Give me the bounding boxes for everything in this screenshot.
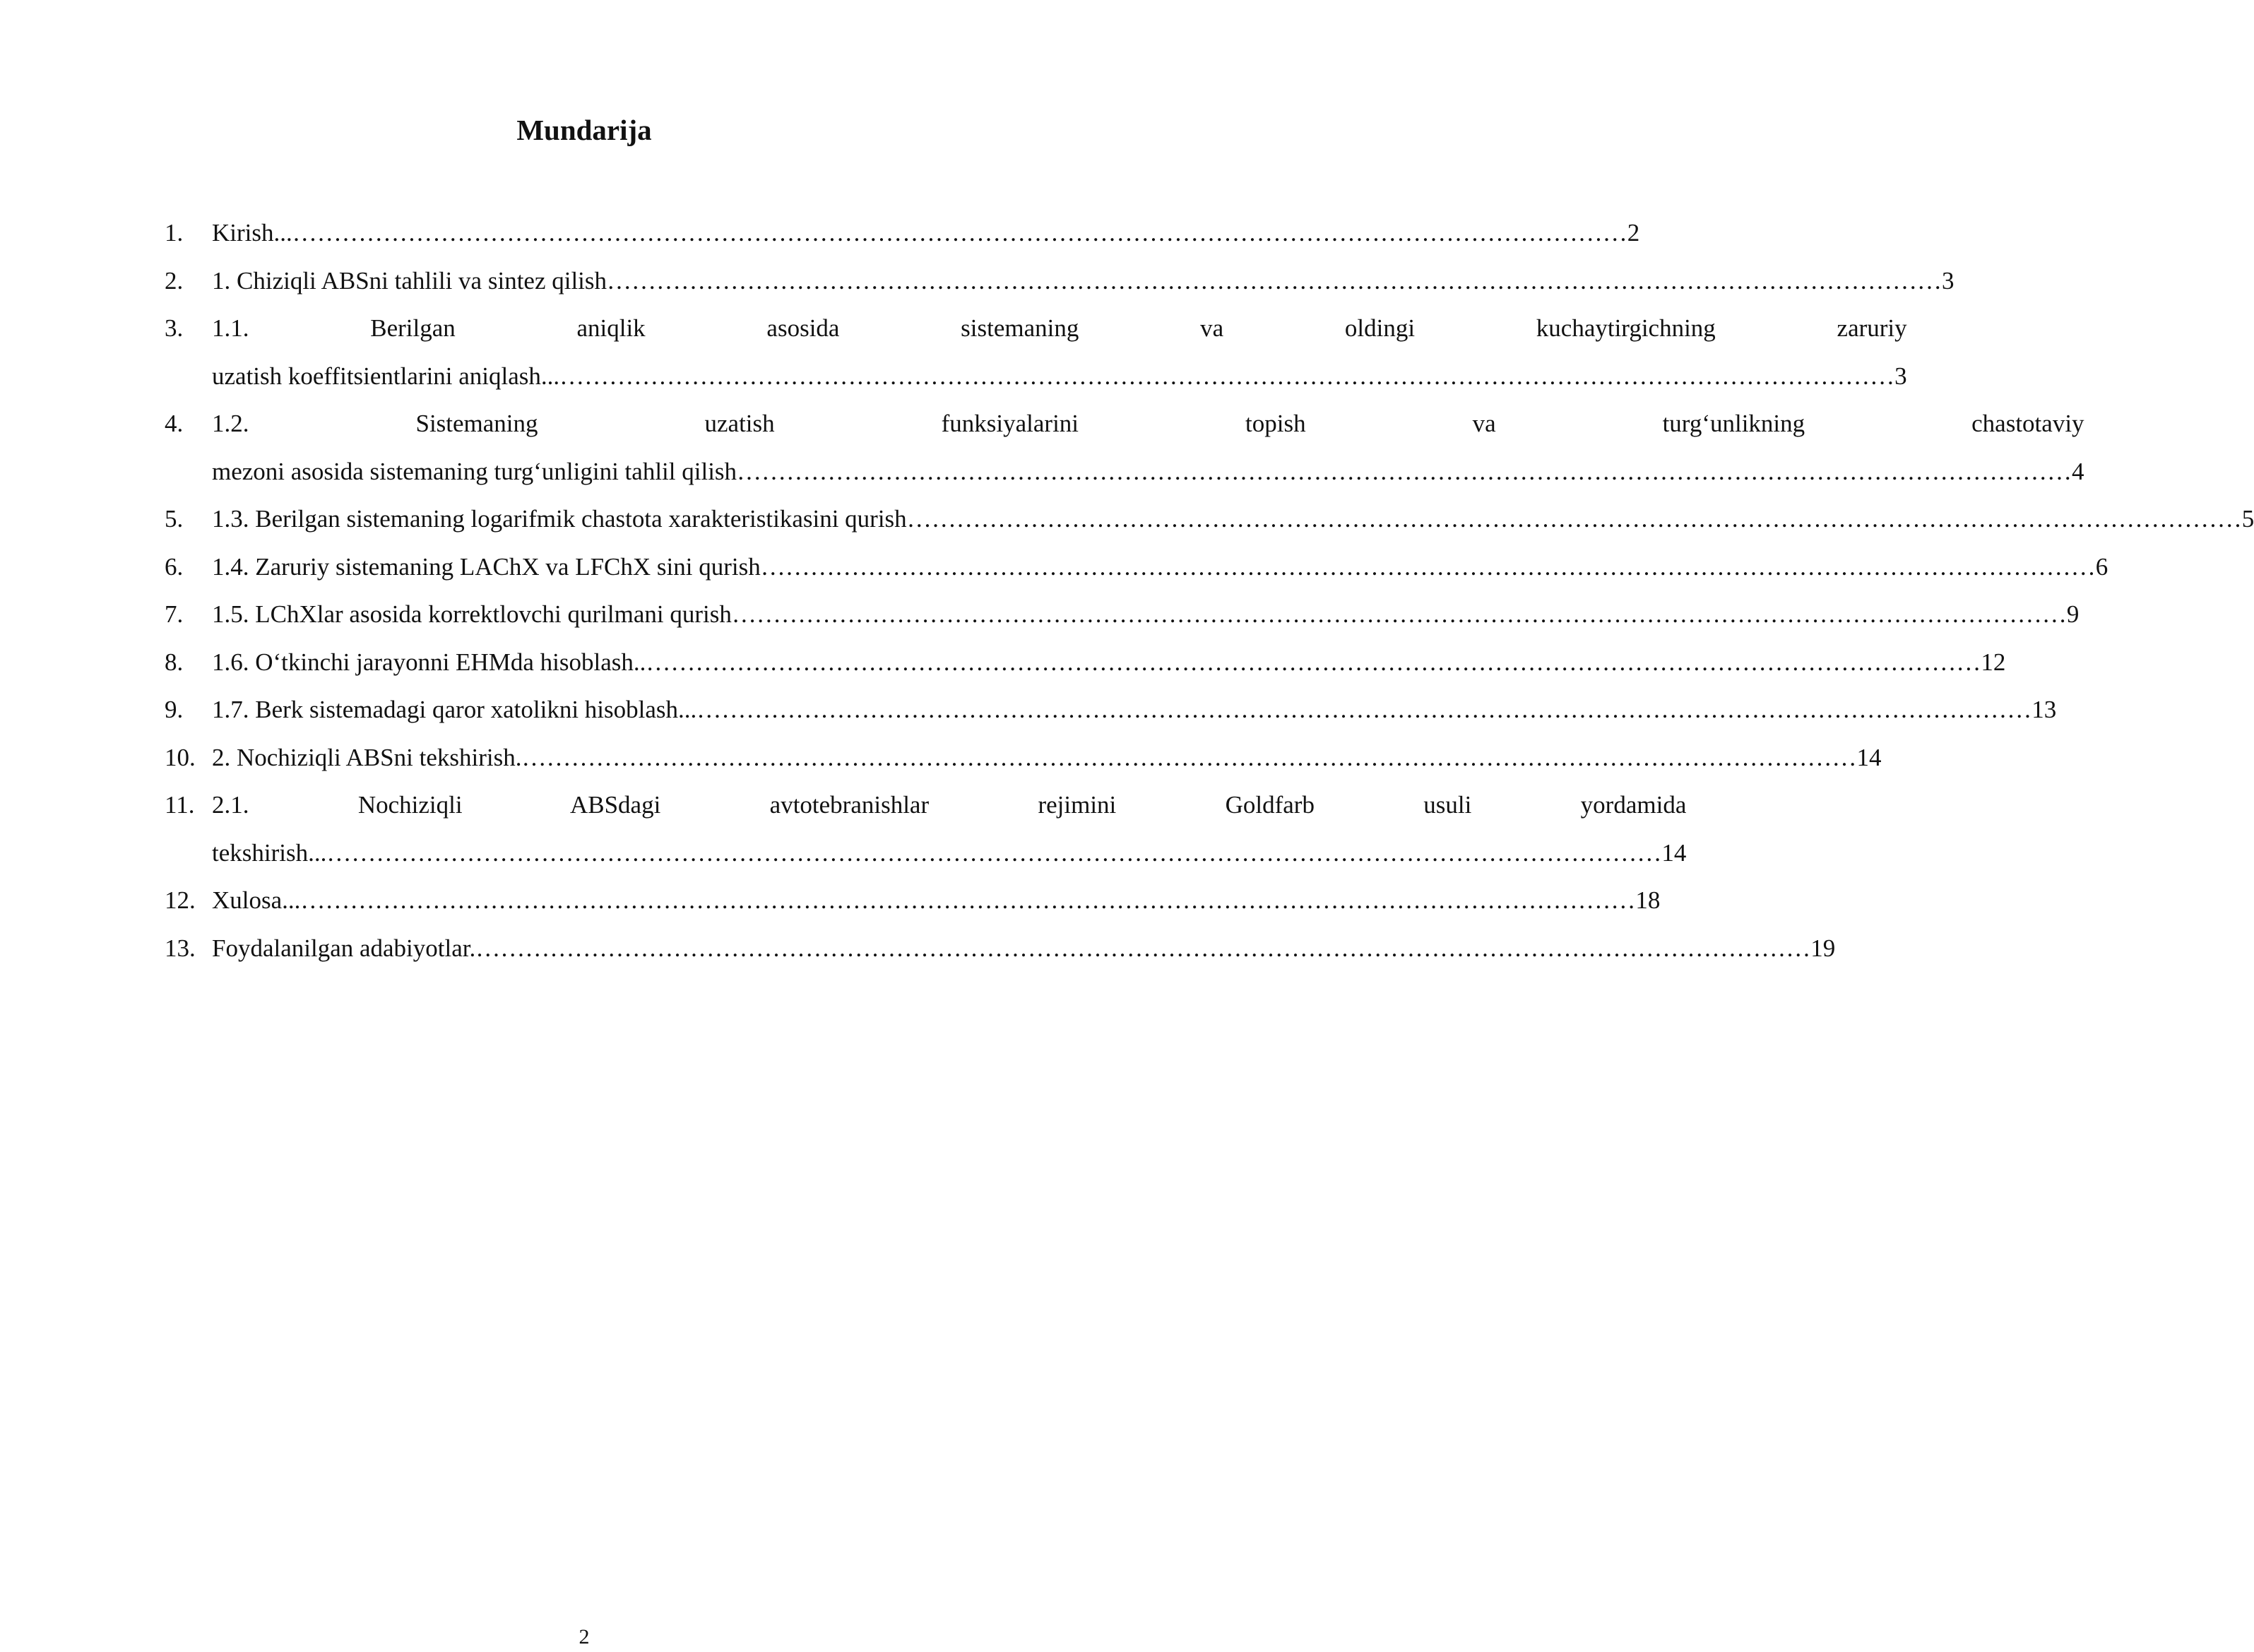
toc-entry xyxy=(165,734,1882,782)
toc-entry-page: 3 xyxy=(1894,362,1907,390)
toc-entry-page: 4 xyxy=(2072,457,2084,485)
toc-entry-label: 2. Nochiziqli ABSni tekshirish. xyxy=(212,743,522,771)
page-title: Mundarija xyxy=(516,114,652,146)
toc-entry-number: 4. xyxy=(165,410,184,437)
toc-entry xyxy=(165,781,1687,876)
toc-entry xyxy=(165,638,2006,687)
toc-entry-label: 1. Chiziqli ABSni tahlili va sintez qilish xyxy=(212,266,607,295)
toc-entry-label: Xulosa... xyxy=(212,886,301,914)
toc-leader: ……………………………………………………………………………………………………………………………………………… xyxy=(646,648,1981,676)
toc-entry-label: mezoni asosida sistemaning turg‘unligini tahlil qilish xyxy=(212,457,737,485)
toc-entry-first-line: 1.1. Berilgan aniqlik asosida sistemaning va oldingi kuchaytirgichning zaruriy xyxy=(212,314,1907,342)
toc-entry-number: 6. xyxy=(165,552,184,581)
toc-entry-number: 3. xyxy=(165,314,184,342)
toc-leader: ……………………………………………………………………………………………………………………………………………… xyxy=(300,886,1636,914)
toc-entry-number: 11. xyxy=(165,791,195,819)
toc-entry xyxy=(165,876,1661,925)
toc-entry-page: 19 xyxy=(1810,934,1836,962)
toc-entry-page: 14 xyxy=(1856,743,1882,771)
toc-entry-number: 10. xyxy=(165,743,196,771)
toc-leader: ……………………………………………………………………………………………………………………………………………… xyxy=(475,934,1811,962)
toc-entry-number: 8. xyxy=(165,648,184,676)
toc-leader: ……………………………………………………………………………………………………………………………………………… xyxy=(731,600,2067,628)
page-number: 2 xyxy=(579,1625,590,1648)
toc-entry-number: 12. xyxy=(165,886,196,914)
toc-entry-page: 9 xyxy=(2066,600,2080,628)
toc-entry-number: 7. xyxy=(165,600,184,628)
toc-leader: ……………………………………………………………………………………………………………………………………………… xyxy=(696,696,2032,723)
toc-entry xyxy=(165,400,2084,495)
toc-entry-number: 1. xyxy=(165,219,184,246)
toc-entry-page: 2 xyxy=(1627,219,1640,246)
table-of-contents xyxy=(165,209,2254,972)
toc-entry xyxy=(165,257,1955,305)
toc-entry xyxy=(165,925,1836,973)
toc-entry-label: Kirish... xyxy=(212,219,292,246)
toc-entry-page: 5 xyxy=(2241,505,2254,533)
toc-entry-page: 18 xyxy=(1635,886,1661,914)
toc-entry-label: 1.7. Berk sistemadagi qaror xatolikni hisoblash... xyxy=(212,696,697,723)
toc-entry-page: 14 xyxy=(1661,838,1687,867)
toc-entry-label: 1.5. LChXlar asosida korrektlovchi qurilmani qurish xyxy=(212,600,732,628)
toc-leader: ……………………………………………………………………………………………………………………………………………… xyxy=(760,552,2096,581)
toc-entry-label: tekshirish... xyxy=(212,838,327,867)
toc-entry-page: 3 xyxy=(1942,266,1955,295)
toc-entry-page: 13 xyxy=(2031,696,2057,723)
toc-entry-first-line: 1.2. Sistemaning uzatish funksiyalarini topish va turg‘unlikning chastotaviy xyxy=(212,410,2084,437)
toc-entry-label: Foydalanilgan adabiyotlar. xyxy=(212,934,476,962)
toc-entry-number: 9. xyxy=(165,696,184,723)
toc-entry-label: 1.6. O‘tkinchi jarayonni EHMda hisoblash.. xyxy=(212,648,646,676)
toc-entry-page: 12 xyxy=(1981,648,2006,676)
toc-leader: ……………………………………………………………………………………………………………………………………………… xyxy=(326,838,1662,867)
toc-leader: ……………………………………………………………………………………………………………………………………………… xyxy=(559,362,1895,390)
toc-entry xyxy=(165,590,2080,638)
toc-entry xyxy=(165,686,2057,734)
toc-leader: ……………………………………………………………………………………………………………………………………………… xyxy=(292,219,1627,246)
toc-entry-label: 1.3. Berilgan sistemaning logarifmik chastota xarakteristikasini qurish xyxy=(212,505,907,533)
toc-entry xyxy=(165,209,1640,257)
toc-entry-number: 2. xyxy=(165,266,184,295)
toc-entry-first-line: 2.1. Nochiziqli ABSdagi avtotebranishlar rejimini Goldfarb usuli yordamida xyxy=(212,791,1687,819)
toc-entry xyxy=(165,543,2108,591)
toc-leader: ……………………………………………………………………………………………………………………………………………… xyxy=(521,743,1857,771)
toc-entry-number: 13. xyxy=(165,934,196,962)
toc-leader: ……………………………………………………………………………………………………………………………………………… xyxy=(906,505,2242,533)
toc-leader: ……………………………………………………………………………………………………………………………………………… xyxy=(607,266,1942,295)
toc-entry-label: uzatish koeffitsientlarini aniqlash... xyxy=(212,362,560,390)
toc-leader: ……………………………………………………………………………………………………………………………………………… xyxy=(737,457,2072,485)
toc-entry xyxy=(165,304,1907,400)
toc-entry-page: 6 xyxy=(2095,552,2108,581)
toc-entry-label: 1.4. Zaruriy sistemaning LAChX va LFChX sini qurish xyxy=(212,552,761,581)
toc-entry xyxy=(165,495,2254,543)
toc-entry-number: 5. xyxy=(165,505,184,533)
